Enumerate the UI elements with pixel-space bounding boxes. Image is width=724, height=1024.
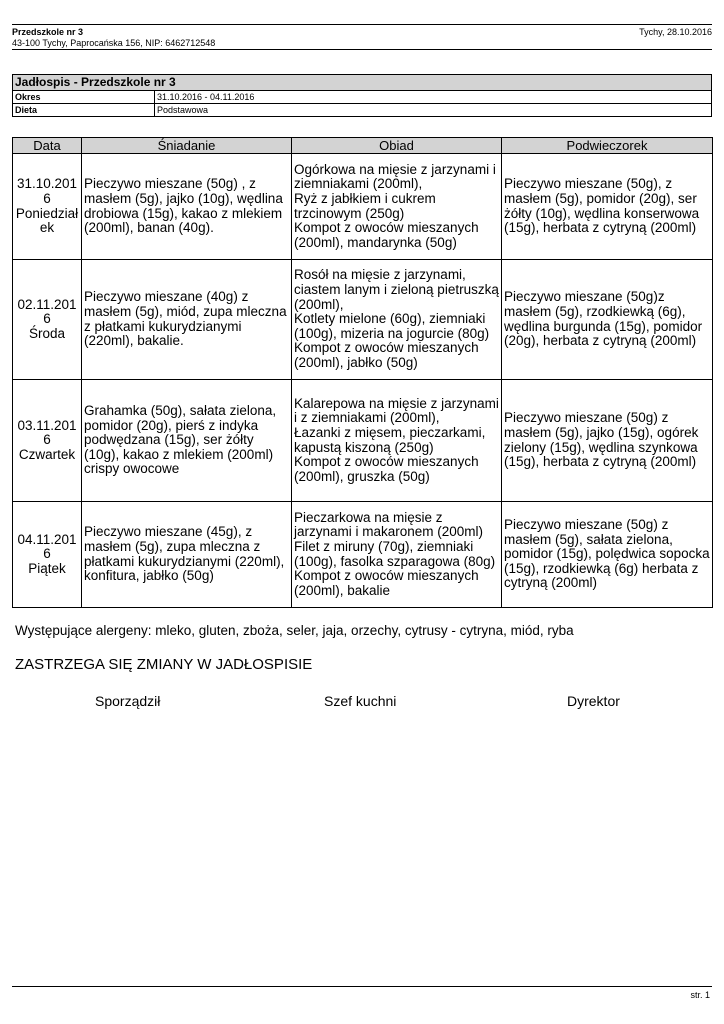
date-cell xyxy=(13,502,82,608)
menu-row xyxy=(13,154,713,260)
snack-cell: Pieczywo mieszane (50g)z masłem (5g), rzodkiewką (6g), wędlina burgunda (15g), pomidor (20g), herbata z cytryną (200ml) xyxy=(502,260,713,380)
page-number: str. 1 xyxy=(690,990,710,1000)
signature-prepared-by: Sporządził xyxy=(95,693,161,709)
signature-head-chef: Szef kuchni xyxy=(324,693,397,709)
menu-title: Jadłospis - Przedszkole nr 3 xyxy=(13,75,712,91)
menu-table xyxy=(12,137,713,608)
snack-cell: Pieczywo mieszane (50g), z masłem (5g), pomidor (20g), ser żółty (10g), wędlina konserwowa (15g), herbata z cytryną (200ml) xyxy=(502,154,713,260)
period-value: 31.10.2016 - 04.11.2016 xyxy=(155,91,712,104)
menu-change-disclaimer: ZASTRZEGA SIĘ ZMIANY W JADŁOSPISIE xyxy=(15,656,313,673)
lunch-cell: Kalarepowa na mięsie z jarzynami i z ziemniakami (200ml), Łazanki z mięsem, pieczarkami, kapustą kiszoną (250g) Kompot z owoców mieszanych (200ml), gruszka (50g) xyxy=(292,380,502,502)
diet-label: Dieta xyxy=(13,104,155,117)
day-text: Piątek xyxy=(28,560,66,576)
snack-cell: Pieczywo mieszane (50g) z masłem (5g), sałata zielona, pomidor (15g), polędwica sopocka (15g), rzodkiewką (6g) herbata z cytryną (200ml) xyxy=(502,502,713,608)
day-text: Poniedziałek xyxy=(15,205,79,236)
lunch-cell: Ogórkowa na mięsie z jarzynami i ziemniakami (200ml), Ryż z jabłkiem i cukrem trzcinowym (250g) Kompot z owoców mieszanych (200ml), mandarynka (50g) xyxy=(292,154,502,260)
period-label: Okres xyxy=(13,91,155,104)
menu-row xyxy=(13,380,713,502)
column-header-breakfast: Śniadanie xyxy=(82,138,292,154)
column-header-date: Data xyxy=(13,138,82,154)
signature-director: Dyrektor xyxy=(567,693,620,709)
footer-divider xyxy=(12,986,712,987)
header-top-divider xyxy=(12,24,712,25)
date-cell xyxy=(13,260,82,380)
date-cell xyxy=(13,154,82,260)
breakfast-cell: Pieczywo mieszane (45g), z masłem (5g), zupa mleczna z płatkami kukurydzianymi (220ml), konfitura, jabłko (50g) xyxy=(82,502,292,608)
lunch-cell: Pieczarkowa na mięsie z jarzynami i makaronem (200ml) Filet z miruny (70g), ziemniaki (100g), fasolka szparagowa (80g) Kompot z owoców mieszanych (200ml), bakalie xyxy=(292,502,502,608)
school-name: Przedszkole nr 3 xyxy=(12,27,84,37)
allergens-note: Występujące alergeny: mleko, gluten, zboża, seler, jaja, orzechy, cytrusy - cytryna, miód, ryba xyxy=(15,623,574,638)
info-table xyxy=(12,74,712,117)
date-text: 02.11.2016 xyxy=(17,296,77,327)
column-header-snack: Podwieczorek xyxy=(502,138,713,154)
menu-row xyxy=(13,260,713,380)
breakfast-cell: Pieczywo mieszane (40g) z masłem (5g), miód, zupa mleczna z płatkami kukurydzianymi (220ml), bakalie. xyxy=(82,260,292,380)
lunch-cell: Rosół na mięsie z jarzynami, ciastem lanym i zieloną pietruszką (200ml), Kotlety mielone (60g), ziemniaki (100g), mizeria na jogurcie (80g) Kompot z owoców mieszanych (200ml), jabłko (50g) xyxy=(292,260,502,380)
header-bottom-divider xyxy=(12,49,712,50)
date-text: 04.11.2016 xyxy=(17,531,77,562)
school-address: 43-100 Tychy, Paprocańska 156, NIP: 6462712548 xyxy=(12,38,216,48)
date-text: 03.11.2016 xyxy=(17,417,77,448)
breakfast-cell: Pieczywo mieszane (50g) , z masłem (5g), jajko (10g), wędlina drobiowa (15g), kakao z mlekiem (200ml), banan (40g). xyxy=(82,154,292,260)
day-text: Środa xyxy=(28,325,66,341)
column-header-lunch: Obiad xyxy=(292,138,502,154)
menu-row xyxy=(13,502,713,608)
day-text: Czwartek xyxy=(18,446,76,462)
breakfast-cell: Grahamka (50g), sałata zielona, pomidor (20g), pierś z indyka podwędzana (15g), ser żółty (10g), kakao z mlekiem (200ml) crispy owocowe xyxy=(82,380,292,502)
diet-value: Podstawowa xyxy=(155,104,712,117)
place-and-date: Tychy, 28.10.2016 xyxy=(639,27,712,37)
date-text: 31.10.2016 xyxy=(16,176,78,206)
snack-cell: Pieczywo mieszane (50g) z masłem (5g), jajko (15g), ogórek zielony (15g), wędlina szynkowa (15g), herbata z cytryną (200ml) xyxy=(502,380,713,502)
date-cell xyxy=(13,380,82,502)
menu-header-row xyxy=(13,138,713,154)
